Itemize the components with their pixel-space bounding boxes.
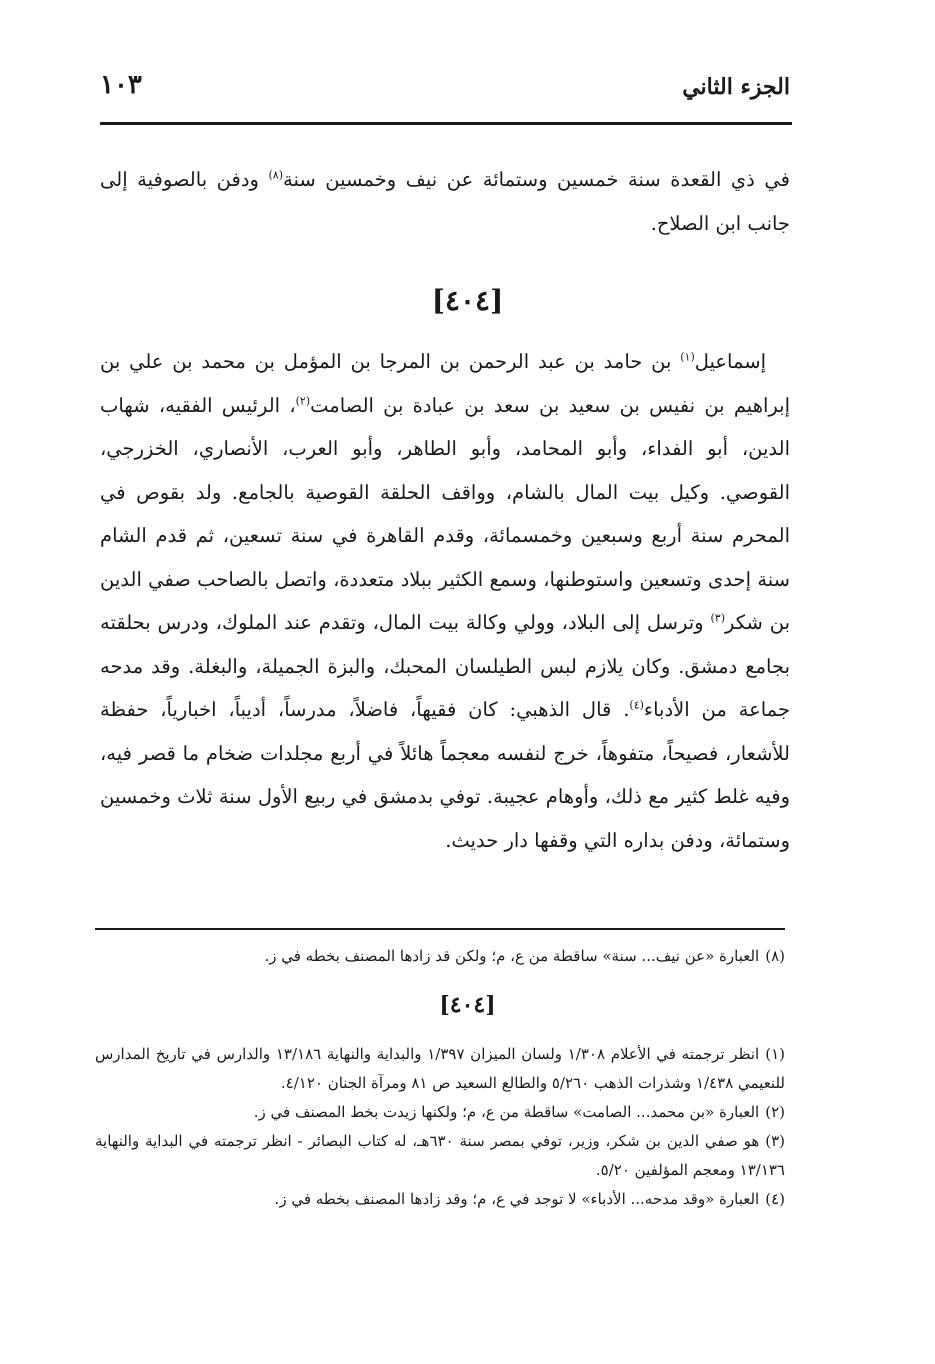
footnote-text: العبارة «عن نيف... سنة» ساقطة من ع، م؛ ولكن قد زادها المصنف بخطه في ز. xyxy=(264,947,760,965)
footnote-number: (٣) xyxy=(765,1132,786,1150)
footnote-rule xyxy=(95,928,785,930)
footnote-text: هو صفي الدين بن شكر، وزير، توفي بمصر سنة ٦٣٠هـ، له كتاب البصائر - انظر ترجمته في البداية والنهاية ١٣/١٣٦ ومعجم المؤلفين ٥/٢٠. xyxy=(95,1132,785,1179)
entry-text-lineage: بن حامد بن عبد الرحمن بن المرجا بن المؤمل بن محمد بن علي بن إبراهيم بن نفيس بن سعيد بن سعد بن عبادة بن الصامت xyxy=(100,350,790,417)
continuation-paragraph xyxy=(100,158,790,245)
footnote-marker-1: (١) xyxy=(680,350,695,364)
footnote-8 xyxy=(95,942,785,971)
entry-name: إسماعيل xyxy=(694,350,766,373)
header-rule xyxy=(100,122,792,125)
footnote-number: (٤) xyxy=(765,1190,785,1208)
footnotes-entry-number: [٤٠٤] xyxy=(439,992,496,1018)
entry-text-career: وترسل إلى البلاد، وولي وكالة بيت المال، وتقدم عند الملوك، ودرس بحلقته بجامع دمشق. وكان يلازم لبس الطيلسان المحبك، والبزة الجميلة، والبغلة. وقد مدحه جماعة من الأدباء xyxy=(100,611,791,721)
footnotes-current-entry xyxy=(95,1040,785,1214)
entry-paragraph xyxy=(100,340,790,862)
footnote-number: (١) xyxy=(765,1045,785,1063)
footnote-marker-4: (٤) xyxy=(629,698,644,712)
running-title: الجزء الثاني xyxy=(682,74,790,100)
footnote-text: العبارة «بن محمد... الصامت» ساقطة من ع، م؛ ولكنها زيدت بخط المصنف في ز. xyxy=(253,1103,760,1121)
footnote-marker-2: (٢) xyxy=(295,394,311,407)
footnote-2 xyxy=(95,1098,785,1127)
footnote-number: (٢) xyxy=(765,1103,785,1121)
footnote-number: (٨) xyxy=(765,947,785,965)
footnote-1 xyxy=(95,1040,785,1098)
footnote-3 xyxy=(95,1127,785,1185)
footnote-marker-8: (٨) xyxy=(268,168,284,182)
continuation-text-a: في ذي القعدة سنة خمسين وستمائة عن نيف وخمسين سنة xyxy=(283,168,790,191)
footnote-text: العبارة «وقد مدحه... الأدباء» لا توجد في ع، م؛ وقد زادها المصنف بخطه في ز. xyxy=(274,1190,760,1208)
entry-text-dhahabi: . قال الذهبي: كان فقيهاً، فاضلاً، مدرساً، أديباً، اخبارياً، حفظة للأشعار، فصيحاً، متفوهاً، خرج لنفسه معجماً هائلاً في أربع مجلدات ضخام ما قصر فيه، وفيه غلط كثير مع ذلك، وأوهام عجيبة. توفي بدمشق في ربيع الأول سنة ثلاث وخمسين وستمائة، ودفن بداره التي وقفها دار حديث. xyxy=(100,698,790,852)
continuation-text-b: ودفن بالصوفية إلى جانب ابن الصلاح. xyxy=(100,168,790,235)
footnotes-previous-entry xyxy=(95,942,785,971)
footnote-marker-3: (٣) xyxy=(710,611,725,625)
entry-number: [٤٠٤] xyxy=(431,284,504,317)
running-header xyxy=(100,70,790,114)
entry-text-bio: ، الرئيس الفقيه، شهاب الدين، أبو الفداء، وأبو المحامد، وأبو الطاهر، وأبو العرب، الأنصاري، الخزرجي، القوصي. وكيل بيت المال بالشام، وواقف الحلقة القوصية بالجامع. ولد بقوص في المحرم سنة أربع وسبعين وخمسمائة، وقدم القاهرة في سنة تسعين، ثم قدم الشام سنة إحدى وتسعين واستوطنها، وسمع الكثير ببلاد متعددة، واتصل بالصاحب صفي الدين بن شكر xyxy=(100,393,790,634)
footnote-text: انظر ترجمته في الأعلام ١/٣٠٨ ولسان الميزان ١/٣٩٧ والبداية والنهاية ١٣/١٨٦ والدارس في تاريخ المدارس للنعيمي ١/٤٣٨ وشذرات الذهب ٥/٢٦٠ والطالع السعيد ص ٨١ ومرآة الجنان ٤/١٢٠. xyxy=(95,1045,785,1092)
footnote-4 xyxy=(95,1185,785,1214)
page-number: ١٠٣ xyxy=(100,70,142,100)
